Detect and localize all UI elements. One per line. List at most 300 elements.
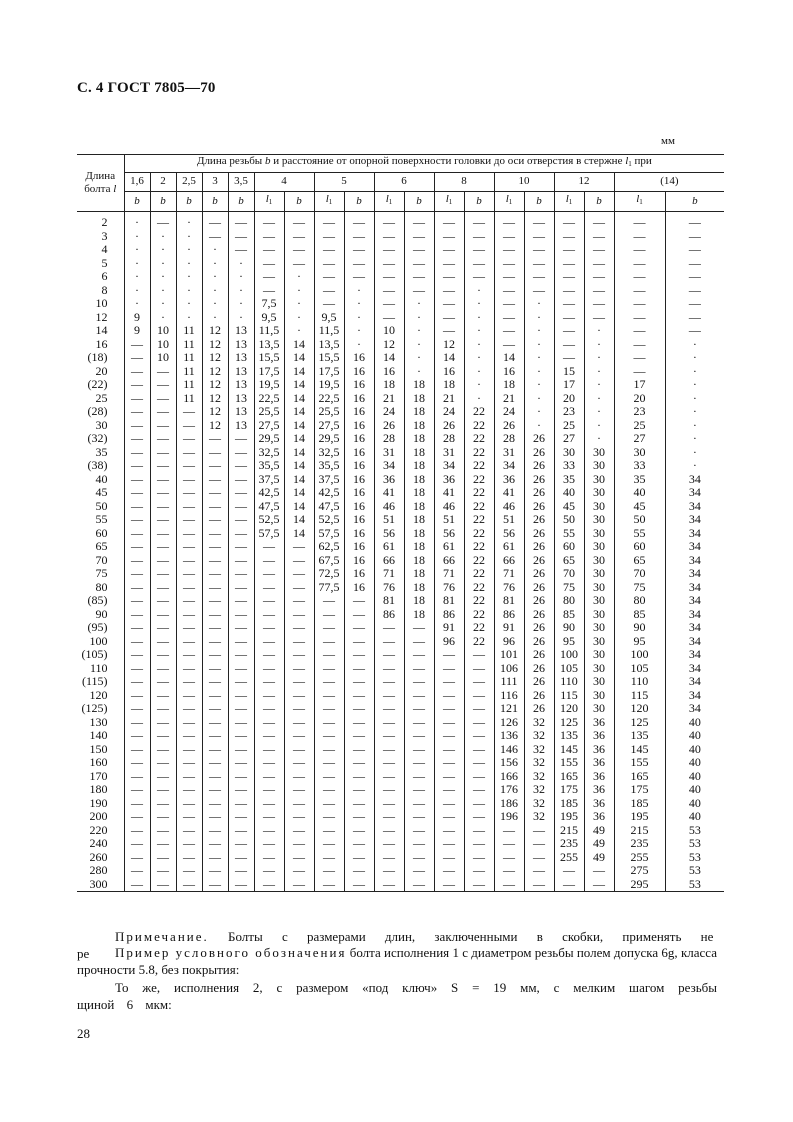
- table-cell: 32: [524, 783, 554, 797]
- table-cell: —: [176, 405, 202, 419]
- table-cell: 76: [374, 581, 404, 595]
- table-cell: 22: [464, 581, 494, 595]
- table-cell: 255: [554, 851, 584, 865]
- table-cell: —: [254, 662, 284, 676]
- table-cell: ·: [404, 338, 434, 352]
- table-cell: 22: [464, 459, 494, 473]
- table-cell: ·: [344, 297, 374, 311]
- subcolumn-header-row: [77, 192, 724, 212]
- table-cell: 18: [404, 608, 434, 622]
- table-cell: —: [464, 743, 494, 757]
- table-cell: —: [464, 756, 494, 770]
- table-cell: 35: [614, 473, 665, 487]
- table-cell: 65: [614, 554, 665, 568]
- table-cell: —: [228, 878, 254, 892]
- table-cell: —: [374, 864, 404, 878]
- table-cell: 27: [614, 432, 665, 446]
- table-cell: —: [228, 837, 254, 851]
- table-cell: —: [464, 257, 494, 271]
- table-cell: 30: [584, 608, 614, 622]
- table-cell: 34: [665, 702, 724, 716]
- table-cell: 22,5: [314, 392, 344, 406]
- table-cell: —: [314, 770, 344, 784]
- table-cell: 30: [584, 567, 614, 581]
- table-cell: —: [228, 527, 254, 541]
- table-cell: ·: [176, 284, 202, 298]
- table-cell: 13: [228, 392, 254, 406]
- table-cell: —: [254, 621, 284, 635]
- subcol-b-header: b: [665, 192, 724, 212]
- bolt-length-cell: (28): [87, 405, 108, 418]
- table-cell: —: [176, 527, 202, 541]
- table-row: [77, 446, 724, 460]
- table-cell: —: [124, 729, 150, 743]
- table-cell: ·: [524, 392, 554, 406]
- table-cell: —: [176, 648, 202, 662]
- table-cell: 18: [404, 419, 434, 433]
- table-cell: —: [124, 675, 150, 689]
- table-cell: —: [150, 743, 176, 757]
- table-cell: —: [344, 594, 374, 608]
- table-cell: 155: [614, 756, 665, 770]
- table-cell: —: [202, 824, 228, 838]
- table-cell: 90: [614, 621, 665, 635]
- diameter-header: 4: [254, 173, 314, 192]
- table-cell: —: [254, 594, 284, 608]
- table-cell: ·: [584, 392, 614, 406]
- subcol-l-index: 1: [568, 198, 573, 207]
- table-cell: —: [284, 864, 314, 878]
- table-cell: —: [494, 851, 524, 865]
- table-cell: 16: [344, 378, 374, 392]
- table-cell: —: [150, 419, 176, 433]
- table-cell: 34: [374, 459, 404, 473]
- table-cell: —: [176, 824, 202, 838]
- table-cell: —: [314, 716, 344, 730]
- table-cell: —: [494, 837, 524, 851]
- table-cell: 12: [374, 338, 404, 352]
- table-cell: —: [314, 284, 344, 298]
- table-cell: —: [464, 702, 494, 716]
- table-cell: 34: [665, 689, 724, 703]
- table-cell: 26: [524, 621, 554, 635]
- table-cell: —: [150, 378, 176, 392]
- table-cell: —: [464, 783, 494, 797]
- table-cell: ·: [665, 405, 724, 419]
- table-cell: ·: [228, 284, 254, 298]
- table-cell: 17: [554, 378, 584, 392]
- bolt-length-cell: 4: [101, 243, 108, 256]
- table-cell: 18: [404, 554, 434, 568]
- table-cell: 31: [434, 446, 464, 460]
- table-cell: —: [228, 473, 254, 487]
- table-cell: 120: [614, 702, 665, 716]
- table-cell: 19,5: [254, 378, 284, 392]
- table-cell: —: [202, 797, 228, 811]
- table-cell: —: [150, 635, 176, 649]
- table-cell: 32,5: [314, 446, 344, 460]
- table-cell: —: [124, 837, 150, 851]
- subcol-b-header: b: [228, 192, 254, 212]
- table-cell: 22: [464, 432, 494, 446]
- table-cell: —: [124, 554, 150, 568]
- table-cell: 16: [374, 365, 404, 379]
- table-cell: —: [202, 648, 228, 662]
- table-cell: —: [554, 311, 584, 325]
- table-cell: ·: [150, 270, 176, 284]
- table-cell: ·: [124, 270, 150, 284]
- table-cell: —: [202, 527, 228, 541]
- table-cell: —: [434, 878, 464, 892]
- table-cell: 85: [614, 608, 665, 622]
- table-cell: 29,5: [314, 432, 344, 446]
- table-cell: 26: [524, 662, 554, 676]
- table-cell: 12: [202, 324, 228, 338]
- table-cell: ·: [344, 324, 374, 338]
- table-cell: 52,5: [254, 513, 284, 527]
- table-cell: —: [284, 716, 314, 730]
- table-cell: —: [434, 662, 464, 676]
- table-cell: 185: [614, 797, 665, 811]
- subcol-b-header: b: [176, 192, 202, 212]
- table-cell: 196: [494, 810, 524, 824]
- table-cell: ·: [202, 243, 228, 257]
- table-cell: 135: [554, 729, 584, 743]
- table-cell: 36: [494, 473, 524, 487]
- table-cell: —: [494, 297, 524, 311]
- table-cell: ·: [665, 446, 724, 460]
- table-cell: ·: [344, 338, 374, 352]
- table-cell: ·: [124, 212, 150, 230]
- table-cell: —: [254, 729, 284, 743]
- table-cell: 36: [584, 729, 614, 743]
- table-cell: —: [124, 513, 150, 527]
- table-cell: —: [150, 392, 176, 406]
- table-cell: —: [124, 486, 150, 500]
- table-cell: —: [434, 743, 464, 757]
- subcol-l-index: 1: [388, 198, 393, 207]
- table-cell: 53: [665, 824, 724, 838]
- table-cell: —: [374, 270, 404, 284]
- table-cell: —: [150, 540, 176, 554]
- table-cell: 40: [665, 729, 724, 743]
- table-cell: —: [404, 635, 434, 649]
- table-cell: 45: [554, 500, 584, 514]
- table-cell: 34: [665, 635, 724, 649]
- table-cell: 24: [494, 405, 524, 419]
- table-cell: —: [584, 284, 614, 298]
- bolt-length-cell: 260: [89, 850, 108, 864]
- table-cell: 40: [665, 716, 724, 730]
- table-cell: 22: [464, 486, 494, 500]
- table-cell: —: [464, 824, 494, 838]
- table-cell: —: [614, 365, 665, 379]
- table-cell: —: [150, 770, 176, 784]
- table-cell: —: [176, 473, 202, 487]
- table-cell: ·: [665, 392, 724, 406]
- table-cell: 96: [494, 635, 524, 649]
- table-cell: —: [404, 675, 434, 689]
- table-row: [77, 365, 724, 379]
- table-cell: —: [584, 297, 614, 311]
- unit-label: мм: [661, 135, 675, 147]
- table-cell: 14: [284, 473, 314, 487]
- table-row: [77, 243, 724, 257]
- subcol-l1-header: [614, 192, 665, 212]
- table-cell: 16: [344, 554, 374, 568]
- table-cell: 81: [494, 594, 524, 608]
- table-cell: —: [228, 810, 254, 824]
- table-cell: —: [584, 230, 614, 244]
- table-cell: —: [464, 810, 494, 824]
- bolt-length-cell: 25: [95, 391, 108, 405]
- table-cell: —: [228, 243, 254, 257]
- table-cell: 36: [584, 783, 614, 797]
- table-cell: —: [344, 797, 374, 811]
- table-cell: 18: [494, 378, 524, 392]
- table-cell: 275: [614, 864, 665, 878]
- table-cell: 32: [524, 729, 554, 743]
- table-cell: —: [176, 581, 202, 595]
- table-cell: 13: [228, 324, 254, 338]
- table-cell: —: [314, 270, 344, 284]
- table-cell: 95: [614, 635, 665, 649]
- table-cell: —: [314, 689, 344, 703]
- table-cell: —: [374, 810, 404, 824]
- table-cell: —: [202, 432, 228, 446]
- note-label: Примечание.: [115, 929, 209, 944]
- table-cell: —: [202, 743, 228, 757]
- table-cell: ·: [124, 230, 150, 244]
- table-cell: —: [228, 567, 254, 581]
- table-cell: —: [176, 608, 202, 622]
- table-cell: —: [284, 567, 314, 581]
- table-cell: —: [284, 878, 314, 892]
- table-cell: —: [254, 257, 284, 271]
- table-cell: ·: [150, 230, 176, 244]
- table-cell: —: [314, 243, 344, 257]
- table-cell: —: [176, 702, 202, 716]
- table-cell: 13: [228, 405, 254, 419]
- table-cell: —: [284, 851, 314, 865]
- table-cell: 26: [524, 702, 554, 716]
- table-cell: —: [228, 554, 254, 568]
- table-cell: 47,5: [314, 500, 344, 514]
- table-cell: 19,5: [314, 378, 344, 392]
- table-cell: —: [254, 540, 284, 554]
- table-cell: 165: [554, 770, 584, 784]
- table-cell: ·: [344, 284, 374, 298]
- table-cell: 23: [614, 405, 665, 419]
- subcol-l1-header: [554, 192, 584, 212]
- table-cell: —: [614, 270, 665, 284]
- table-cell: —: [254, 270, 284, 284]
- table-row: [77, 756, 724, 770]
- table-cell: 30: [584, 527, 614, 541]
- table-cell: —: [202, 212, 228, 230]
- table-cell: —: [284, 621, 314, 635]
- designation-example: [77, 944, 717, 978]
- table-cell: 255: [614, 851, 665, 865]
- table-cell: 110: [614, 675, 665, 689]
- bolt-length-cell: 16: [95, 337, 108, 351]
- table-cell: —: [202, 878, 228, 892]
- table-cell: —: [554, 338, 584, 352]
- table-cell: 61: [494, 540, 524, 554]
- table-row: [77, 500, 724, 514]
- table-cell: —: [176, 540, 202, 554]
- table-cell: —: [464, 662, 494, 676]
- table-cell: 21: [494, 392, 524, 406]
- table-cell: —: [524, 878, 554, 892]
- table-cell: —: [284, 729, 314, 743]
- table-cell: 18: [404, 405, 434, 419]
- table-cell: —: [202, 540, 228, 554]
- table-cell: 37,5: [254, 473, 284, 487]
- table-cell: —: [584, 257, 614, 271]
- table-cell: —: [344, 608, 374, 622]
- table-cell: ·: [524, 419, 554, 433]
- table-cell: 34: [665, 513, 724, 527]
- table-cell: —: [404, 689, 434, 703]
- table-cell: 14: [284, 351, 314, 365]
- table-cell: —: [614, 212, 665, 230]
- table-cell: —: [614, 284, 665, 298]
- table-cell: —: [124, 756, 150, 770]
- table-cell: 185: [554, 797, 584, 811]
- table-cell: ·: [665, 459, 724, 473]
- table-cell: 55: [614, 527, 665, 541]
- table-cell: 23: [554, 405, 584, 419]
- table-cell: —: [176, 756, 202, 770]
- table-cell: —: [202, 621, 228, 635]
- table-cell: —: [404, 729, 434, 743]
- table-cell: 22: [464, 621, 494, 635]
- table-row: [77, 770, 724, 784]
- table-cell: —: [554, 878, 584, 892]
- table-cell: —: [228, 689, 254, 703]
- table-row: [77, 581, 724, 595]
- table-cell: —: [228, 716, 254, 730]
- table-cell: 175: [614, 783, 665, 797]
- table-body: [77, 212, 724, 892]
- table-cell: —: [374, 311, 404, 325]
- bolt-length-cell: 140: [89, 729, 108, 742]
- table-cell: 30: [584, 675, 614, 689]
- table-cell: —: [314, 783, 344, 797]
- table-cell: —: [228, 743, 254, 757]
- table-row: [77, 608, 724, 622]
- table-cell: —: [176, 743, 202, 757]
- table-cell: —: [202, 837, 228, 851]
- table-cell: —: [374, 662, 404, 676]
- table-cell: —: [314, 810, 344, 824]
- table-cell: —: [464, 797, 494, 811]
- table-cell: 14: [284, 405, 314, 419]
- bolt-length-cell: 45: [95, 486, 108, 499]
- table-cell: —: [150, 608, 176, 622]
- table-cell: 18: [404, 473, 434, 487]
- table-cell: —: [404, 716, 434, 730]
- bolt-length-cell: 160: [89, 756, 108, 769]
- table-cell: 18: [404, 378, 434, 392]
- table-cell: 25: [554, 419, 584, 433]
- table-cell: —: [254, 810, 284, 824]
- table-cell: 56: [374, 527, 404, 541]
- table-cell: —: [434, 770, 464, 784]
- table-cell: 145: [614, 743, 665, 757]
- table-cell: —: [124, 635, 150, 649]
- table-cell: ·: [524, 405, 554, 419]
- table-cell: 15,5: [314, 351, 344, 365]
- table-cell: —: [554, 324, 584, 338]
- table-cell: —: [150, 864, 176, 878]
- table-cell: —: [284, 608, 314, 622]
- table-cell: —: [374, 729, 404, 743]
- table-cell: 115: [554, 689, 584, 703]
- table-cell: —: [124, 621, 150, 635]
- table-cell: —: [314, 635, 344, 649]
- table-cell: —: [176, 770, 202, 784]
- table-cell: —: [124, 594, 150, 608]
- table-cell: —: [344, 878, 374, 892]
- table-cell: —: [434, 230, 464, 244]
- bolt-length-cell: 30: [95, 418, 108, 432]
- table-cell: 18: [404, 581, 434, 595]
- table-cell: 12: [202, 419, 228, 433]
- bolt-length-cell: 75: [95, 567, 108, 580]
- table-cell: ·: [202, 257, 228, 271]
- table-cell: 30: [584, 594, 614, 608]
- table-cell: —: [404, 851, 434, 865]
- table-cell: —: [150, 621, 176, 635]
- table-cell: 27: [554, 432, 584, 446]
- table-cell: —: [150, 783, 176, 797]
- table-cell: 26: [374, 419, 404, 433]
- table-cell: 186: [494, 797, 524, 811]
- table-cell: 16: [344, 513, 374, 527]
- table-cell: 17,5: [254, 365, 284, 379]
- table-cell: —: [228, 500, 254, 514]
- table-row: [77, 689, 724, 703]
- table-cell: —: [150, 567, 176, 581]
- table-cell: —: [284, 243, 314, 257]
- table-cell: —: [284, 770, 314, 784]
- diameter-header: 12: [554, 173, 614, 192]
- table-row: [77, 513, 724, 527]
- table-cell: —: [124, 392, 150, 406]
- table-cell: —: [524, 284, 554, 298]
- table-cell: 61: [374, 540, 404, 554]
- table-cell: —: [150, 486, 176, 500]
- table-cell: —: [176, 432, 202, 446]
- table-cell: —: [494, 338, 524, 352]
- table-cell: —: [150, 851, 176, 865]
- table-cell: 18: [404, 513, 434, 527]
- table-cell: —: [314, 824, 344, 838]
- table-cell: —: [344, 270, 374, 284]
- table-cell: 235: [614, 837, 665, 851]
- table-row: [77, 473, 724, 487]
- table-cell: 30: [584, 702, 614, 716]
- table-cell: —: [464, 716, 494, 730]
- table-cell: —: [665, 324, 724, 338]
- table-cell: 125: [554, 716, 584, 730]
- table-cell: 47,5: [254, 500, 284, 514]
- bolt-length-cell: 280: [89, 864, 108, 877]
- table-cell: —: [228, 446, 254, 460]
- table-caption: [124, 155, 724, 173]
